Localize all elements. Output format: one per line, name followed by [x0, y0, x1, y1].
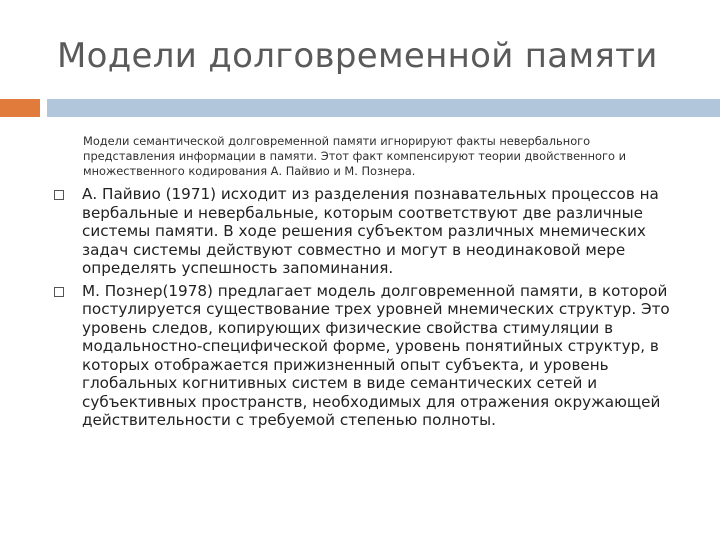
square-bullet-icon — [54, 190, 64, 200]
accent-bar — [0, 99, 40, 117]
slide-title: Модели долговременной памяти — [57, 36, 658, 76]
bullet-item-paivio — [52, 185, 692, 278]
title-rule — [47, 99, 720, 117]
bullet-text: А. Пайвио (1971) исходит из разделения познавательных процессов на вербальные и невербальные, которым соответствуют две различные системы памяти. В ходе решения субъектом различных мнемических задач системы действуют совместно и могут в неодинаковой мере определять успешность запоминания. — [82, 185, 659, 277]
bullet-text: М. Познер(1978) предлагает модель долговременной памяти, в которой постулируется существование трех уровней мнемических структур. Это уровень следов, копирующих физические свойства стимуляции в модальностно-специфической форме, уровень понятийных структур, в которых отображается прижизненный опыт субъекта, и уровень глобальных когнитивных систем в виде семантических сетей и субъективных пространств, необходимых для отражения окружающей действительности с требуемой степенью полноты. — [82, 281, 670, 429]
bullet-item-posner — [52, 282, 692, 430]
square-bullet-icon — [54, 287, 64, 297]
intro-paragraph: Модели семантической долговременной памяти игнорируют факты невербального представления информации в памяти. Этот факт компенсируют теории двойственного и множественного кодирования А. Пайвио и М. Познера. — [83, 134, 626, 178]
bullet-list — [52, 185, 692, 434]
